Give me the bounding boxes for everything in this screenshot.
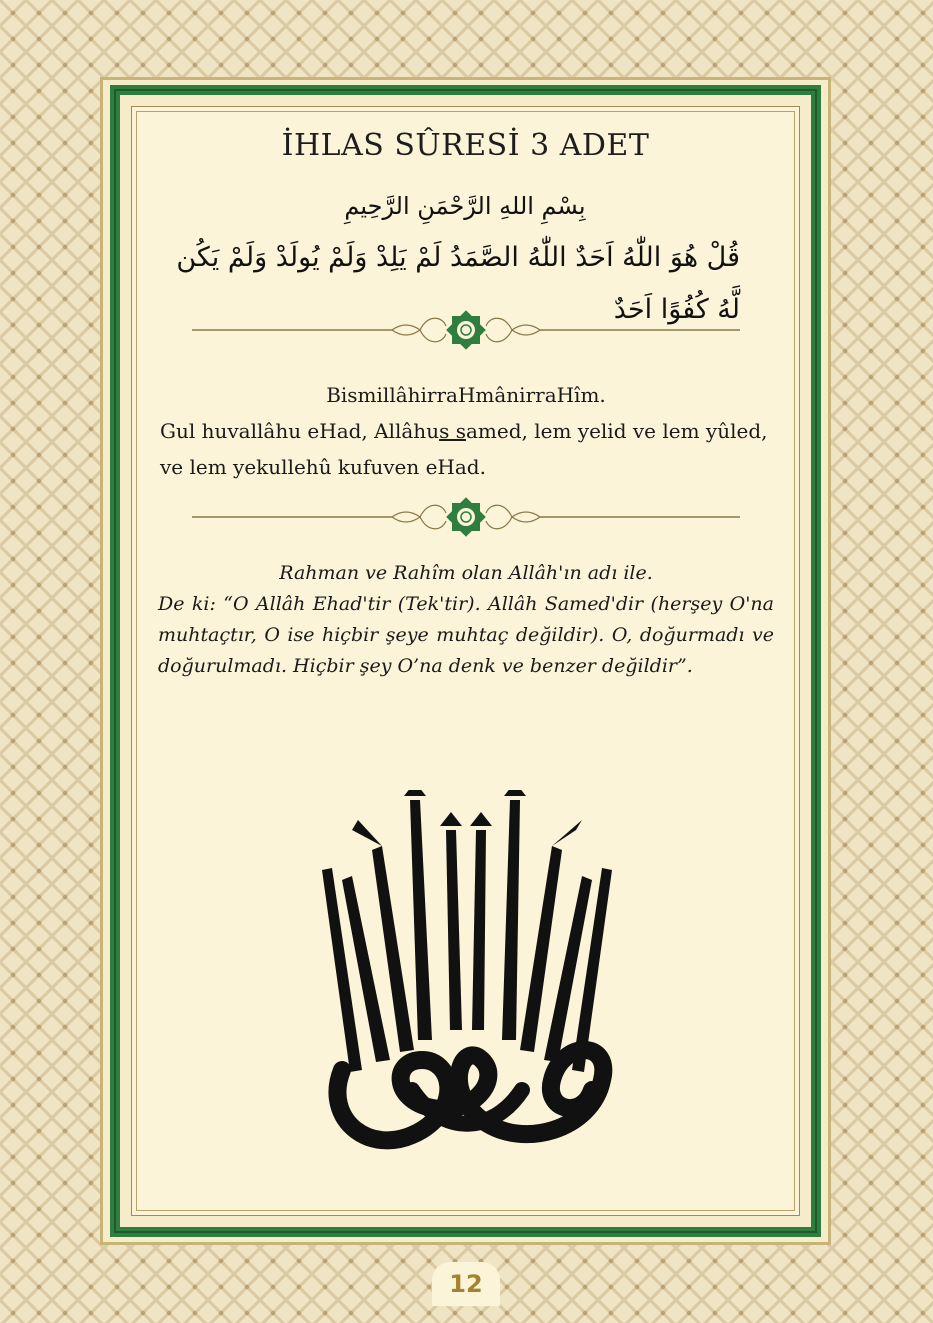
- transliteration-line: BismillâhirraHmânirraHîm.: [326, 383, 606, 407]
- transliteration-line: [160, 413, 772, 449]
- page-number: 12: [449, 1270, 483, 1298]
- calligraphy-icon: [312, 790, 622, 1170]
- ornament-divider-icon: [192, 497, 740, 537]
- translation: [158, 558, 774, 682]
- transliteration: [160, 377, 772, 485]
- transliteration-line: ve lem yekullehû kufuven eHad.: [160, 455, 486, 479]
- arabic-ayat: قُلْ هُوَ اللّٰهُ اَحَدٌ اللّٰهُ الصَّمَدُ لَمْ يَلِدْ وَلَمْ يُولَدْ وَلَمْ يَكُن لَّهُ كُفُوًا اَحَدٌ: [176, 242, 740, 325]
- arabic-basmala: بِسْمِ اللهِ الرَّحْمَنِ الرَّحِيمِ: [344, 192, 586, 220]
- transliteration-text: Gul huvallâhu eHad, Allâhu: [160, 419, 440, 443]
- page-title: İHLAS SÛRESİ 3 ADET: [281, 128, 650, 163]
- translation-line: Rahman ve Rahîm olan Allâh'ın adı ile.: [279, 562, 653, 584]
- translation-line: De ki: “O Allâh Ehad'tir (Tek'tir). Allâh Samed'dir (herşey O'na muhtaçtır, O ise hiçbir şeye muhtaç değildir). O, doğurmadı ve doğurulmadı. Hiçbir şey O’na denk ve benzer değildir”.: [158, 593, 774, 677]
- ornament-divider-icon: [192, 310, 740, 350]
- transliteration-underlined: s s: [439, 419, 466, 443]
- transliteration-text: amed, lem yelid ve lem yûled,: [465, 419, 768, 443]
